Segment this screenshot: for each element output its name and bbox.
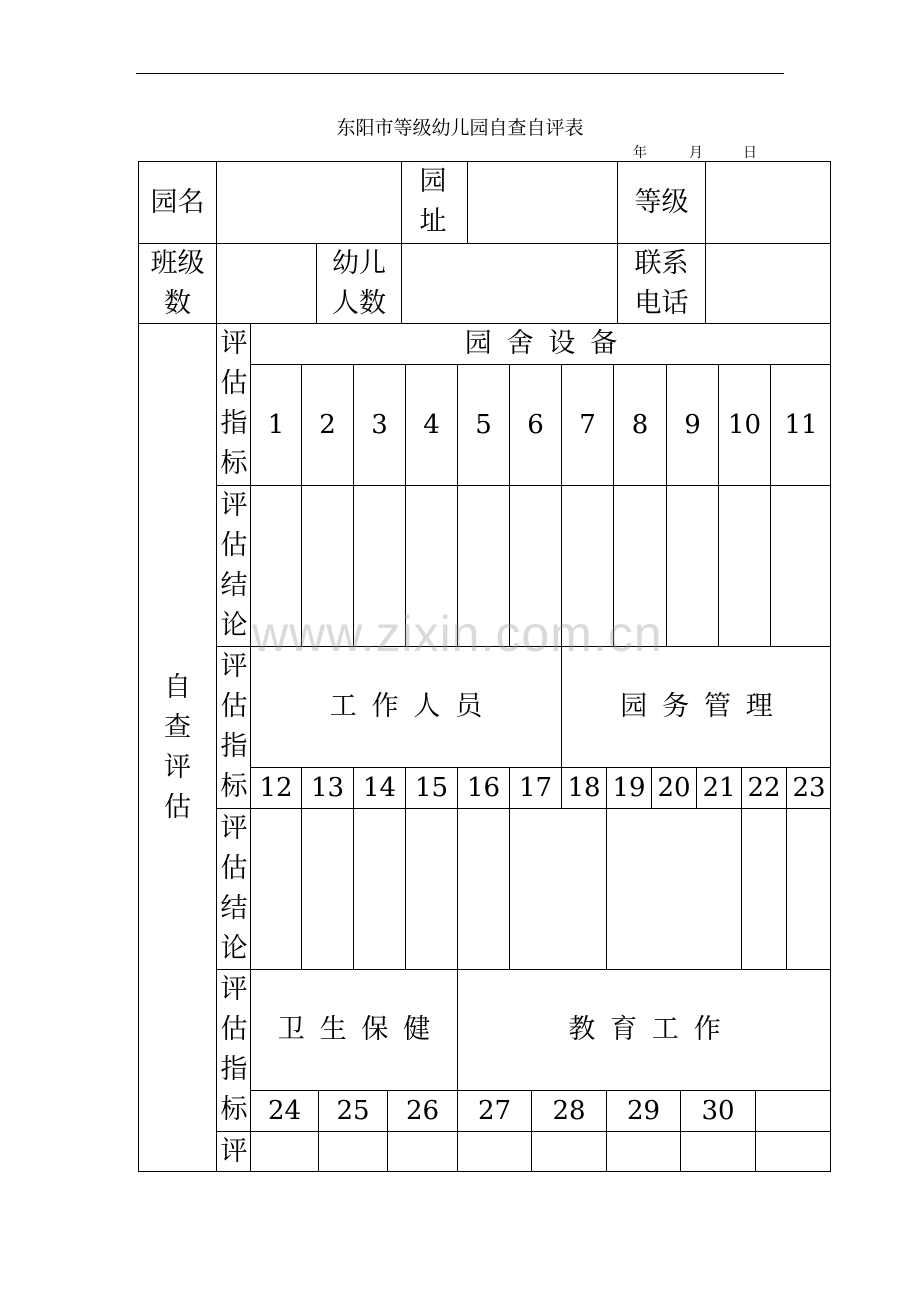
evaluation-label-partial-text: 评 (220, 1136, 248, 1167)
conclusion-cell[interactable] (509, 808, 606, 969)
child-count-field[interactable] (401, 243, 617, 323)
indicator-number: 5 (457, 364, 509, 485)
indicator-label-text: 评估指标 (220, 651, 248, 802)
indicator-number: 3 (353, 364, 405, 485)
indicator-number: 2 (301, 364, 353, 485)
indicator-number: 20 (651, 767, 696, 808)
address-field[interactable] (467, 161, 617, 243)
conclusion-cell[interactable] (741, 808, 786, 969)
indicator-number: 30 (680, 1090, 755, 1131)
document-title: 东阳市等级幼儿园自查自评表 (336, 117, 584, 139)
indicator-number: 6 (509, 364, 561, 485)
address-label-text: 园址 (419, 166, 447, 237)
conclusion-cell[interactable] (680, 1131, 755, 1172)
indicator-label-text: 评估指标 (220, 974, 248, 1125)
group-facilities-title: 园舍设备 (250, 323, 831, 364)
group-staff-title: 工作人员 (250, 646, 561, 767)
indicator-number: 7 (561, 364, 613, 485)
date-month-label: 月 (689, 145, 703, 161)
indicator-number: 17 (509, 767, 561, 808)
class-count-label: 班级数 (138, 243, 216, 323)
conclusion-cell[interactable] (387, 1131, 457, 1172)
indicator-number: 9 (666, 364, 718, 485)
date-day-label: 日 (743, 145, 757, 161)
indicator-number: 13 (301, 767, 353, 808)
indicator-number: 25 (318, 1090, 387, 1131)
indicator-label (216, 323, 250, 485)
conclusion-cell[interactable] (301, 808, 353, 969)
indicator-number: 15 (405, 767, 457, 808)
conclusion-cell[interactable] (770, 485, 831, 646)
phone-field[interactable] (705, 243, 831, 323)
indicator-number: 11 (770, 364, 831, 485)
indicator-number: 10 (718, 364, 770, 485)
conclusion-cell[interactable] (755, 1131, 831, 1172)
kindergarten-name-field[interactable] (216, 161, 401, 243)
indicator-number: 8 (613, 364, 666, 485)
top-rule (136, 73, 784, 74)
indicator-number: 19 (606, 767, 651, 808)
grade-label: 等级 (617, 161, 705, 243)
indicator-number: 4 (405, 364, 457, 485)
phone-label: 联系电话 (617, 243, 705, 323)
indicator-number: 18 (561, 767, 606, 808)
grade-field[interactable] (705, 161, 831, 243)
indicator-number: 1 (250, 364, 301, 485)
group-management-title: 园务管理 (561, 646, 831, 767)
self-evaluation-label: 自查评估 (138, 323, 216, 1172)
child-count-label: 幼儿人数 (316, 243, 401, 323)
conclusion-cell[interactable] (457, 808, 509, 969)
conclusion-cell[interactable] (666, 485, 718, 646)
indicator-number: 12 (250, 767, 301, 808)
conclusion-cell[interactable] (353, 808, 405, 969)
indicator-number: 29 (606, 1090, 680, 1131)
indicator-label (216, 646, 250, 808)
conclusion-cell[interactable] (718, 485, 770, 646)
conclusion-cell[interactable] (531, 1131, 606, 1172)
kindergarten-name-label: 园名 (138, 161, 216, 243)
group-health-title: 卫生保健 (250, 969, 457, 1090)
conclusion-cell[interactable] (250, 808, 301, 969)
indicator-number: 28 (531, 1090, 606, 1131)
evaluation-label-partial (216, 1131, 250, 1172)
indicator-number: 23 (786, 767, 831, 808)
conclusion-label (216, 808, 250, 969)
indicator-number: 21 (696, 767, 741, 808)
class-count-field[interactable] (216, 243, 316, 323)
indicator-number: 16 (457, 767, 509, 808)
watermark: www.zixin.com.cn (252, 606, 663, 662)
conclusion-label (216, 485, 250, 646)
conclusion-cell[interactable] (606, 808, 741, 969)
conclusion-cell[interactable] (250, 1131, 318, 1172)
indicator-number: 14 (353, 767, 405, 808)
indicator-label (216, 969, 250, 1131)
indicator-number: 22 (741, 767, 786, 808)
conclusion-cell[interactable] (318, 1131, 387, 1172)
group-education-title: 教育工作 (457, 969, 831, 1090)
evaluation-form-table (138, 161, 831, 1172)
indicator-number: 26 (387, 1090, 457, 1131)
conclusion-cell[interactable] (405, 808, 457, 969)
conclusion-cell[interactable] (457, 1131, 531, 1172)
conclusion-label-text: 评估结论 (220, 490, 248, 641)
date-year-label: 年 (633, 145, 647, 161)
indicator-number: 24 (250, 1090, 318, 1131)
indicator-number: 27 (457, 1090, 531, 1131)
indicator-label-text: 评估指标 (220, 328, 248, 479)
address-label (401, 161, 467, 243)
conclusion-cell[interactable] (786, 808, 831, 969)
conclusion-cell[interactable] (606, 1131, 680, 1172)
indicator-number (755, 1090, 831, 1131)
conclusion-label-text: 评估结论 (220, 813, 248, 964)
